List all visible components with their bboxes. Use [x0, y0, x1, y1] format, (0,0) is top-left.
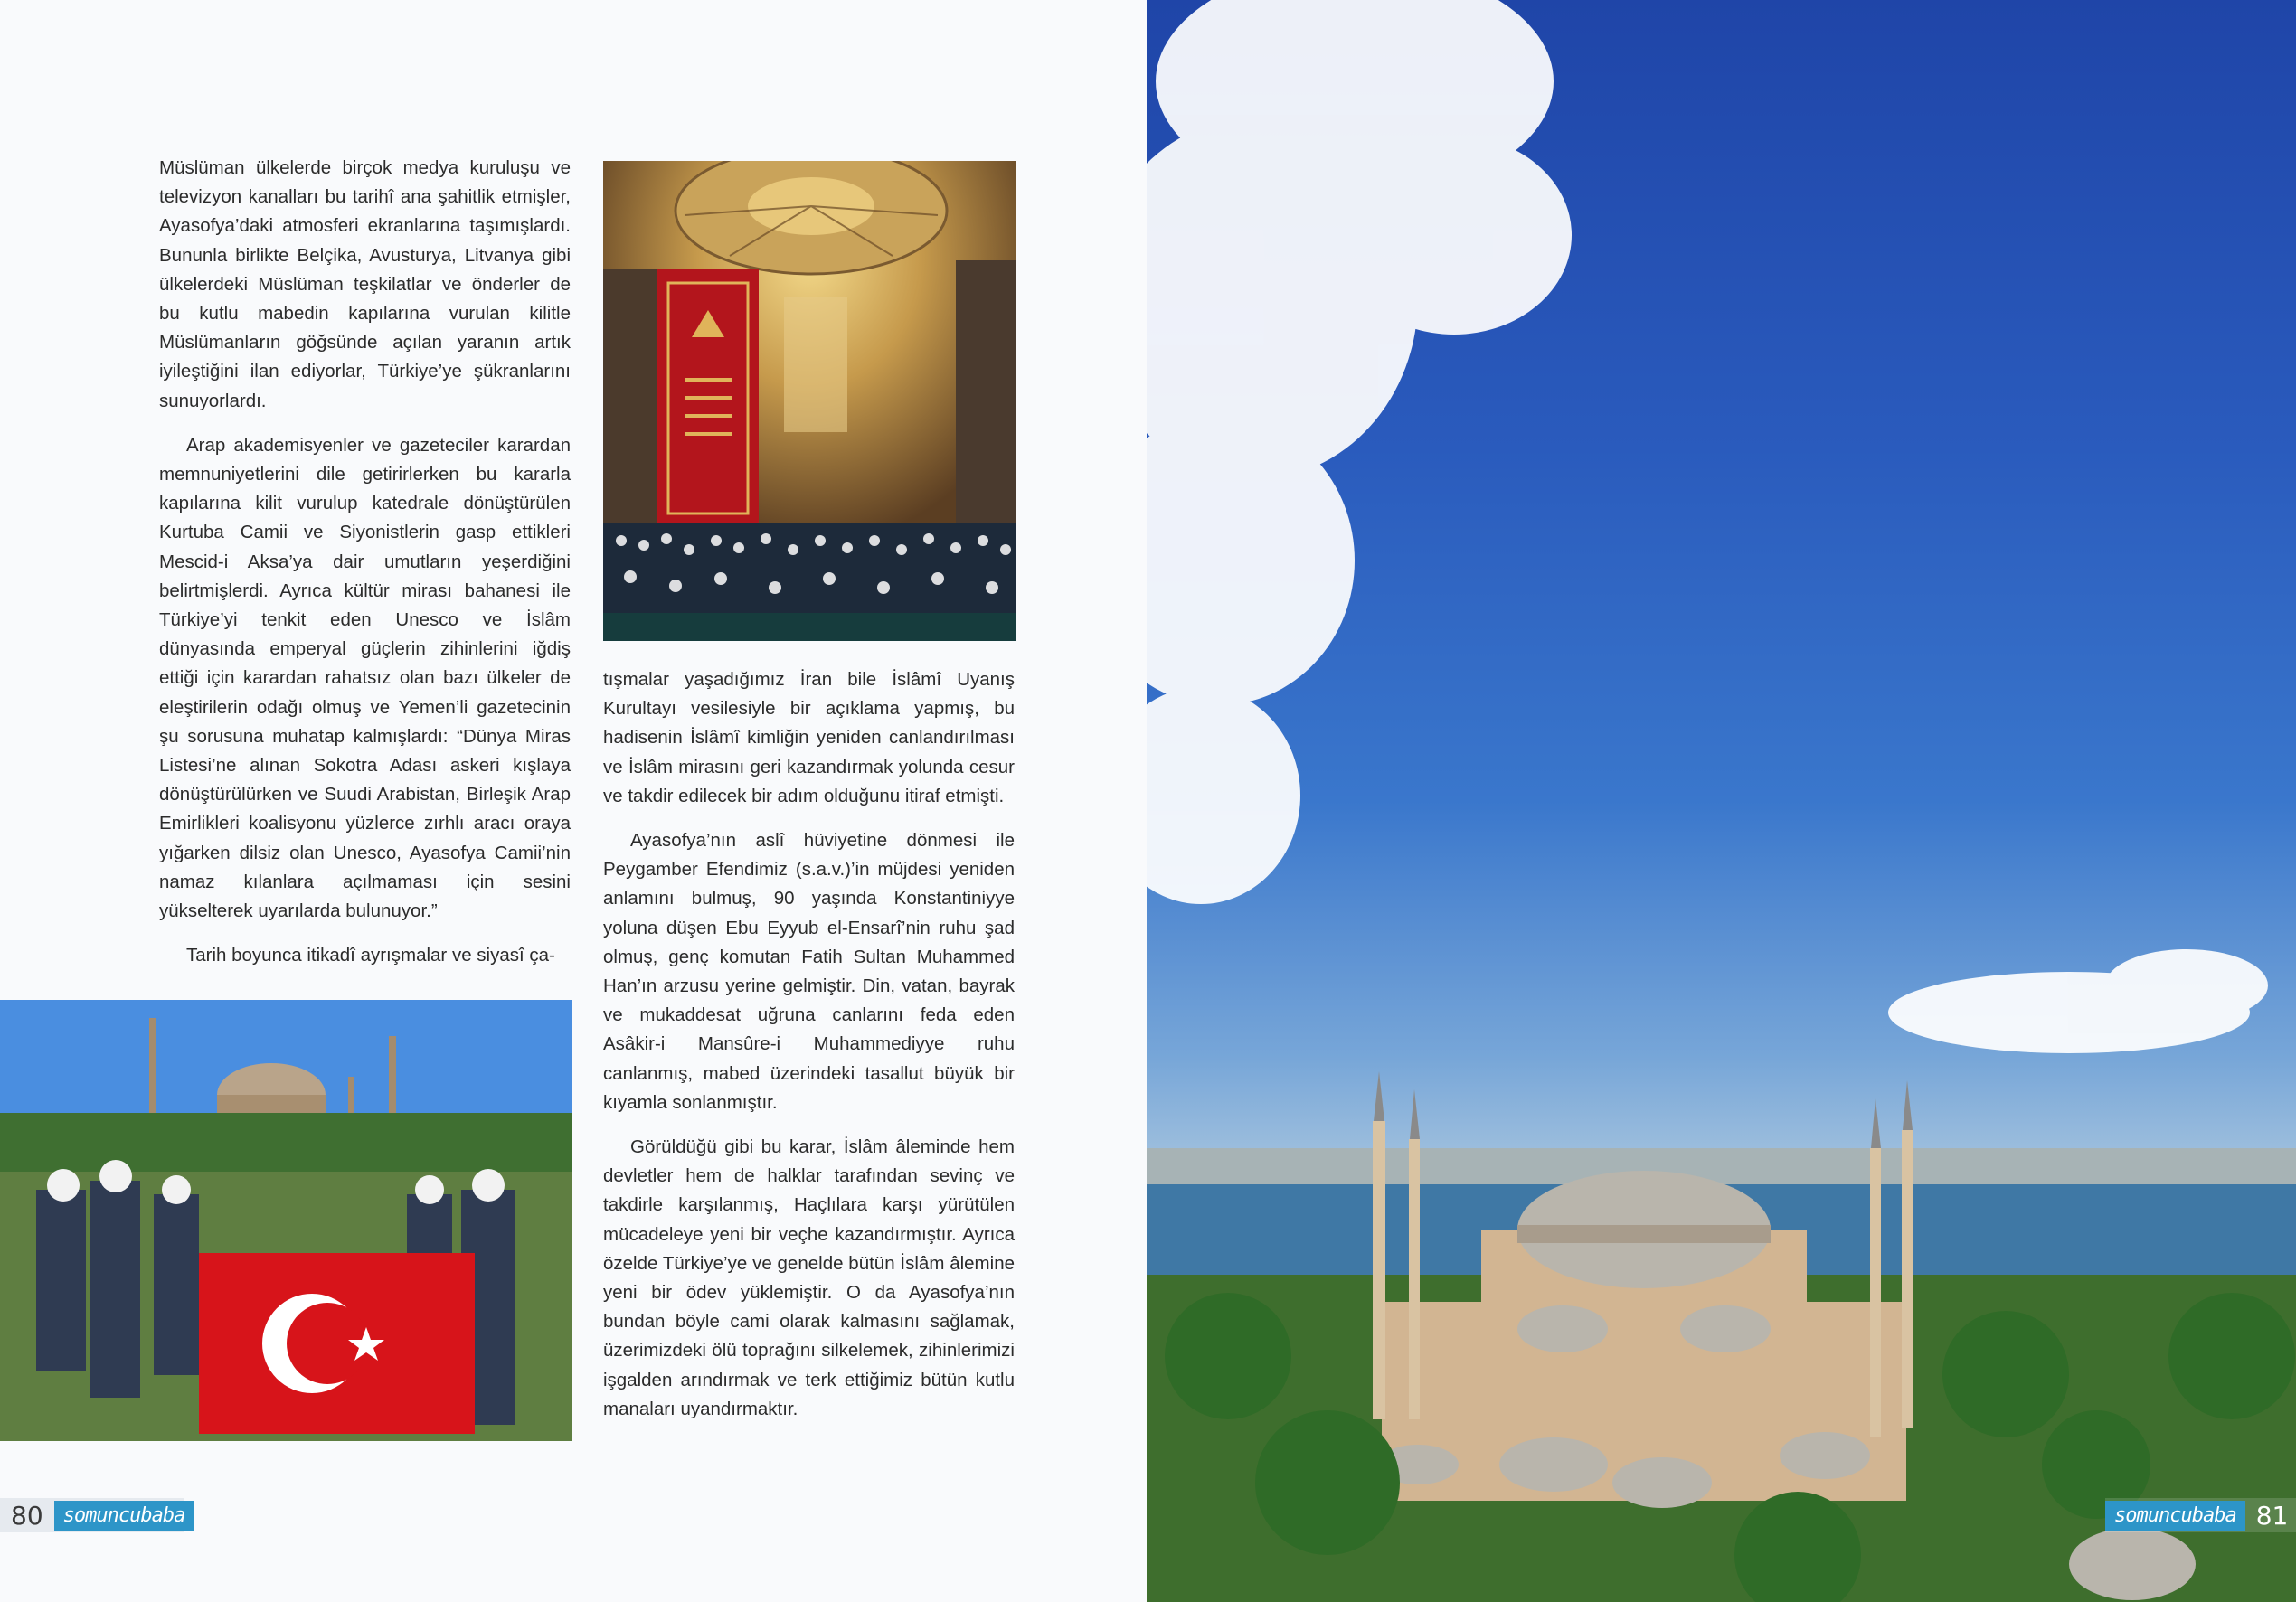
right-page	[1147, 0, 2296, 1602]
article-column-right	[603, 665, 1015, 1424]
paragraph: Tarih boyunca itikadî ayrışmalar ve siyasî ça-	[186, 945, 555, 966]
paragraph: Görüldüğü gibi bu karar, İslâm âleminde hem devletler hem de halklar tarafından sevinç ve takdirle karşılanmış, Haçlılara karşı yürütülen mücadeleye yeni bir veçhe kazandırmıştır. Ayrıca özelde Türkiye’ye ve genelde bütün İslâm âlemine yeni bir ödev yüklemiştir. O da Ayasofya’nın bundan böyle cami olarak kalmasını sağlamak, üzerimizdeki ölü toprağını silkelemek, zihinlerimizi işgalden arındırmak ve terk ettiğimiz bütün kutlu manaları uyandırmaktır.	[603, 1136, 1015, 1419]
page-footer-left	[0, 1498, 184, 1532]
left-page	[0, 0, 1147, 1602]
paragraph: tışmalar yaşadığımız İran bile İslâmî Uyanış Kurultayı vesilesiyle bir açıklama yapmış, bu hadisenin İslâmî kimliğin yeniden canlandırılması ve İslâm mirasını geri kazandırmak yolunda cesur ve takdir edilecek bir adım olduğunu itiraf etmişti.	[603, 669, 1015, 806]
brand-logo: somuncubaba	[2105, 1501, 2245, 1531]
article-column-left	[159, 154, 571, 970]
paragraph: Ayasofya’nın aslî hüviyetine dönmesi ile Peygamber Efendimiz (s.a.v.)’in müjdesi yeniden anlamını bulmuş, 90 yaşında Konstantiniyye yoluna düşen Ebu Eyyub el-Ensarî’nin ruhu şad olmuş, genç komutan Fatih Sultan Muhammed Han’ın arzusu yerine gelmiştir. Din, vatan, bayrak ve mukaddesat uğruna canlarını feda eden Asâkir-i Mansûre-i Muhammediyye ruhu canlanmış, mabed üzerindeki tasallut büyük bir kıyamla sonlanmıştır.	[603, 830, 1015, 1113]
crowd-with-flag-photo	[0, 1000, 572, 1441]
paragraph: Müslüman ülkelerde birçok medya kuruluşu ve televizyon kanalları bu tarihî ana şahitlik etmişler, Ayasofya’daki atmosferi ekranlarına taşımışlardı. Bununla birlikte Belçika, Avusturya, Litvanya gibi ülkelerdeki Müslüman teşkilatlar ve önderler de bu kutlu mabedin kapılarına vurulan kilitle Müslümanların göğsünde açılan yaranın artık iyileştiğini ilan ediyorlar, Türkiye’ye şükranlarını sunuyorlardı.	[159, 157, 571, 411]
page-number: 80	[11, 1500, 43, 1531]
page-number: 81	[2255, 1500, 2289, 1531]
brand-logo: somuncubaba	[54, 1501, 194, 1531]
paragraph: Arap akademisyenler ve gazeteciler karardan memnuniyetlerini dile getirirlerken bu kararla kapılarına kilit vurulup katedrale dönüştürülen Kurtuba Camii ve Siyonistlerin gasp ettikleri Mescid-i Aksa’ya dair umutların yeşerdiğini belirtmişlerdi. Ayrıca kültür mirası bahanesi ile Türkiye’yi tenkit eden Unesco ve İslâm dünyasında emperyal güçlerin zihinlerini iğdiş ettiği için karardan rahatsız olan bazı ülkeler de eleştirilerin odağı olmuş ve Yemen’li gazetecinin şu sorusuna muhatap kalmışlardı: “Dünya Miras Listesi’ne alınan Sokotra Adası askeri kışlaya dönüştürülürken ve Suudi Arabistan, Birleşik Arap Emirlikleri koalisyonu yüzlerce zırhlı aracı oraya yığarken dilsiz olan Unesco, Ayasofya Camii’nin namaz kılanlara açılmaması için sesini yükselterek uyarılarda bulunuyor.”	[159, 434, 571, 922]
hagia-sophia-interior-photo	[603, 161, 1016, 641]
page-footer-right	[2105, 1498, 2296, 1532]
hagia-sophia-exterior-photo	[1147, 0, 2296, 1602]
